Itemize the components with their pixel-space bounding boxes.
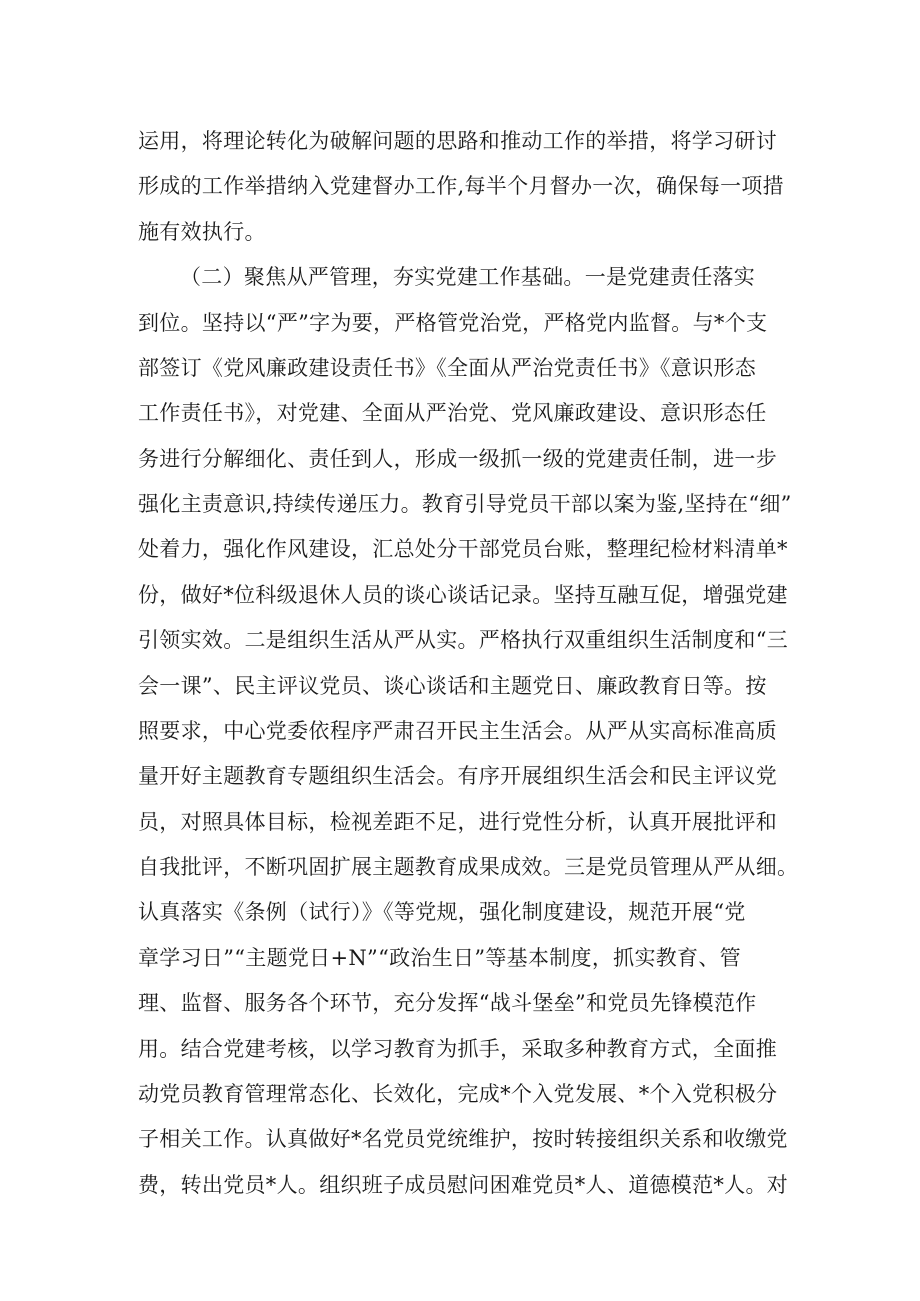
text-line: 份，做好*位科级退休人员的谈心谈话记录。坚持互融互促，增强党建 — [138, 583, 788, 607]
text-line: 会一课”、民主评议党员、谈心谈话和主题党日、廉政教育日等。按 — [138, 674, 767, 698]
text-line: 认真落实《条例（试行）》《等党规，强化制度建设，规范开展“党 — [138, 900, 746, 924]
text-line: 部签订《党风廉政建设责任书》《全面从严治党责任书》《意识形态 — [138, 356, 756, 380]
text-line: 费，转出党员*人。组织班子成员慰问困难党员*人、道德模范*人。对 — [138, 1173, 789, 1197]
text-line: 动党员教育管理常态化、长效化，完成*个入党发展、*个入党积极分 — [138, 1082, 778, 1106]
section-heading-line: （二）聚焦从严管理，夯实党建工作基础。一是党建责任落实 — [180, 265, 756, 289]
text-line: 量开好主题教育专题组织生活会。有序开展组织生活会和民主评议党 — [138, 764, 777, 788]
text-line: 务进行分解细化、责任到人，形成一级抓一级的党建责任制，进一步 — [138, 447, 777, 471]
text-line: 强化主责意识,持续传递压力。教育引导党员干部以案为鉴,坚持在“细” — [138, 492, 792, 516]
text-line: 引领实效。二是组织生活从严从实。严格执行双重组织生活制度和“三 — [138, 628, 789, 652]
text-line: 施有效执行。 — [138, 220, 266, 244]
text-line: 员，对照具体目标，检视差距不足，进行党性分析，认真开展批评和 — [138, 810, 777, 834]
text-line: 到位。坚持以“严”字为要，严格管党治党，严格党内监督。与*个支 — [138, 311, 768, 335]
text-line: 工作责任书》，对党建、全面从严治党、党风廉政建设、意识形态任 — [138, 401, 767, 425]
text-line: 用。结合党建考核，以学习教育为抓手，采取多种教育方式，全面推 — [138, 1037, 777, 1061]
text-line: 运用，将理论转化为破解问题的思路和推动工作的举措，将学习研讨 — [138, 129, 777, 153]
text-line: 章学习日”“主题党日+N”“政治生日”等基本制度，抓实教育、管 — [138, 946, 741, 970]
text-line: 自我批评，不断巩固扩展主题教育成果成效。三是党员管理从严从细。 — [138, 855, 799, 879]
text-line: 理、监督、服务各个环节，充分发挥“战斗堡垒”和党员先锋模范作 — [138, 991, 757, 1015]
text-line: 处着力，强化作风建设，汇总处分干部党员台账，整理纪检材料清单* — [138, 537, 788, 561]
text-line: 照要求，中心党委依程序严肃召开民主生活会。从严从实高标准高质 — [138, 719, 777, 743]
text-line: 子相关工作。认真做好*名党员党统维护，按时转接组织关系和收缴党 — [138, 1127, 788, 1151]
text-line: 形成的工作举措纳入党建督办工作,每半个月督办一次，确保每一项措 — [138, 174, 784, 198]
